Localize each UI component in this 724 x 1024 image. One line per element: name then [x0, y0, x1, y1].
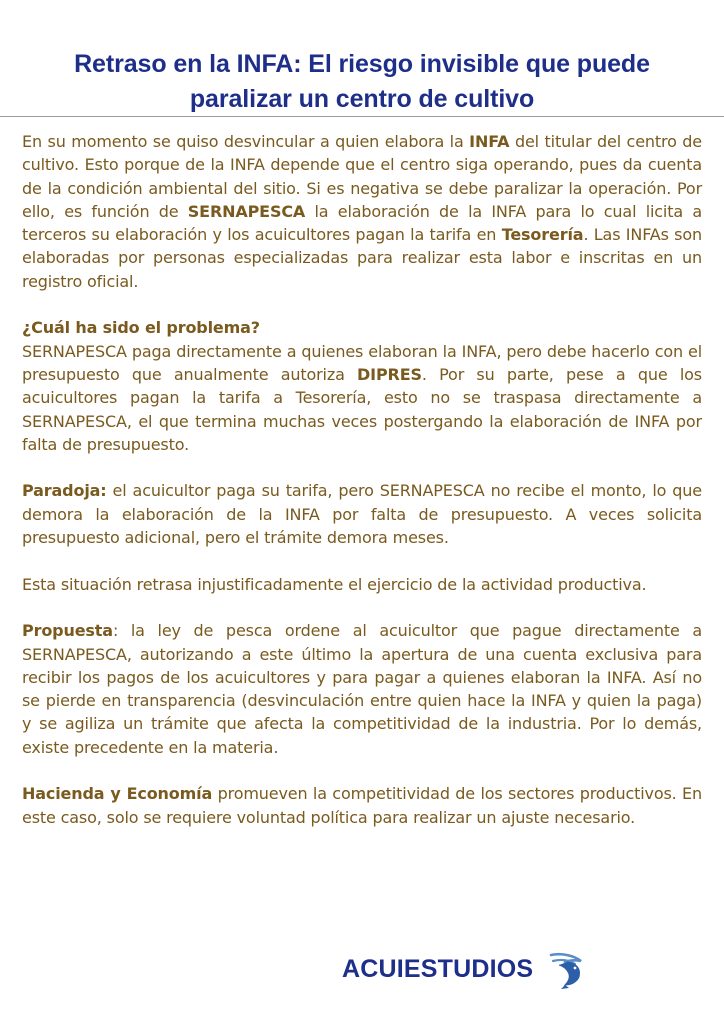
- paragraph-conclusion: [22, 782, 702, 829]
- text-run: promueven la competitividad de los sectores productivos. En este caso, solo se requiere voluntad política para realizar un ajuste necesario.: [22, 784, 702, 827]
- fish-icon: [543, 947, 587, 991]
- paragraph-problem: [22, 316, 702, 456]
- bold-term-infa: INFA: [469, 132, 510, 151]
- text-run: Esta situación retrasa injustificadamente el ejercicio de la actividad productiva.: [22, 574, 647, 594]
- brand-name: ACUIESTUDIOS: [342, 954, 534, 983]
- text-run: : la ley de pesca ordene al acuicultor que pague directamente a SERNAPESCA, autorizando a este último la apertura de una cuenta exclusiva para recibir los pagos de los acuicultores y para pagar a quienes elaboran la INFA. Así no se pierde en transparencia (desvinculación entre quien hace la INFA y quien la paga) y se agiliza un trámite que afecta la competitividad de la industria. Por lo demás, existe precedente en la materia.: [22, 621, 702, 757]
- bold-term-dipres: DIPRES: [357, 364, 422, 384]
- bold-term-sernapesca: SERNAPESCA: [187, 201, 306, 221]
- paragraph-intro: [22, 130, 702, 293]
- text-run: En su momento se quiso desvincular a quien elabora la: [22, 132, 470, 151]
- text-run: la elaboración de la INFA para lo cual licita a terceros su elaboración y los acuicultores pagan la tarifa en: [22, 201, 702, 245]
- bold-term-propuesta: Propuesta: [22, 621, 113, 641]
- bold-term-paradoja: Paradoja:: [22, 481, 107, 501]
- section-heading-problem: ¿Cuál ha sido el problema?: [22, 318, 260, 338]
- page-title: Retraso en la INFA: El riesgo invisible que puede paralizar un centro de cultivo: [74, 49, 650, 113]
- bold-term-hacienda: Hacienda y Economía: [22, 784, 213, 804]
- text-run: SERNAPESCA paga directamente a quienes elaboran la INFA, pero debe hacerlo con el presupuesto que anualmente autoriza: [22, 341, 702, 384]
- bold-term-tesoreria: Tesorería: [501, 225, 584, 245]
- paragraph-situation: [22, 573, 702, 596]
- text-run: del titular del centro de cultivo. Esto porque de la INFA depende que el centro siga operando, pues da cuenta de la condición ambiental del sitio. Si es negativa se debe paralizar la operación. Por ello, es función de: [22, 132, 702, 221]
- article-body: [22, 130, 702, 852]
- text-run: . Por su parte, pese a que los acuicultores pagan la tarifa a Tesorería, esto no se traspasa directamente a SERNAPESCA, el que termina muchas veces postergando la elaboración de INFA por falta de presupuesto.: [22, 364, 702, 454]
- title-divider: [0, 116, 724, 117]
- text-run: . Las INFAs son elaboradas por personas especializadas para realizar esta labor e inscritas en un registro oficial.: [22, 225, 702, 291]
- paragraph-paradox: [22, 479, 702, 549]
- paragraph-proposal: [22, 619, 702, 759]
- text-run: el acuicultor paga su tarifa, pero SERNAPESCA no recibe el monto, lo que demora la elaboración de la INFA por falta de presupuesto. A veces solicita presupuesto adicional, pero el trámite demora meses.: [22, 481, 702, 548]
- brand-logo: [342, 946, 587, 992]
